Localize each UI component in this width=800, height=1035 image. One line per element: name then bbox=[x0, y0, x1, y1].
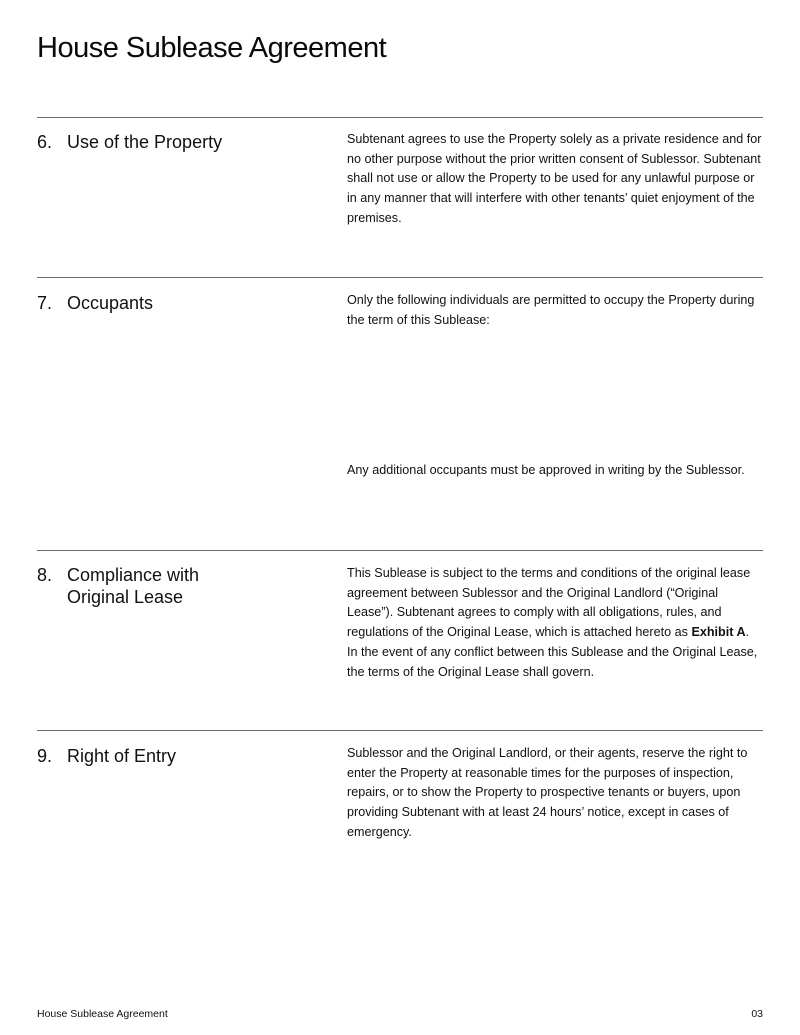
section-9-body: Sublessor and the Original Landlord, or their agents, reserve the right to enter the Property at reasonable times for the purposes of inspection, repairs, or to show the Property to prospective tenants or buyers, upon providing Subtenant with at least 24 hours’ notice, except in cases of emergency. bbox=[347, 746, 748, 839]
section-9-heading bbox=[37, 745, 327, 767]
footer-document-title: House Sublease Agreement bbox=[37, 1008, 168, 1020]
section-8-body-text: This Sublease is subject to the terms and conditions of the original lease agreement between Sublessor and the Original Landlord (“Original Lease”). Subtenant agrees to comply with all obligations, rules, and regulations of the Original Lease, which is attached hereto as bbox=[347, 566, 751, 640]
section-8-heading bbox=[37, 564, 327, 608]
section-number: 9. bbox=[37, 746, 53, 766]
section-7-body-continued: Any additional occupants must be approved in writing by the Sublessor. bbox=[347, 463, 745, 477]
section-title: Occupants bbox=[67, 293, 154, 313]
section-divider bbox=[37, 730, 763, 731]
section-number: 6. bbox=[37, 132, 53, 152]
section-8-body bbox=[347, 564, 763, 682]
section-divider bbox=[37, 550, 763, 551]
section-6-body: Subtenant agrees to use the Property solely as a private residence and for no other purpose without the prior written consent of Sublessor. Subtenant shall not use or allow the Property to be used for any unlawful purpose or in any manner that will interfere with other tenants’ quiet enjoyment of the premises. bbox=[347, 132, 762, 225]
footer-page-number: 03 bbox=[751, 1008, 763, 1020]
exhibit-reference: Exhibit A bbox=[691, 625, 746, 640]
section-divider bbox=[37, 117, 763, 118]
section-number: 7. bbox=[37, 293, 53, 313]
section-8-body-text-end: . In the event of any conflict between this Sublease and the Original Lease, the terms of the Original Lease shall govern. bbox=[347, 625, 758, 679]
page-title: House Sublease Agreement bbox=[37, 32, 387, 64]
section-title: Use of the Property bbox=[67, 132, 223, 152]
section-title: Compliance with Original Lease bbox=[67, 565, 200, 607]
section-title: Right of Entry bbox=[67, 746, 177, 766]
section-6-heading bbox=[37, 131, 327, 153]
section-7-heading bbox=[37, 292, 327, 314]
section-number: 8. bbox=[37, 565, 53, 585]
section-divider bbox=[37, 277, 763, 278]
section-7-body: Only the following individuals are permitted to occupy the Property during the term of this Sublease: bbox=[347, 293, 755, 327]
